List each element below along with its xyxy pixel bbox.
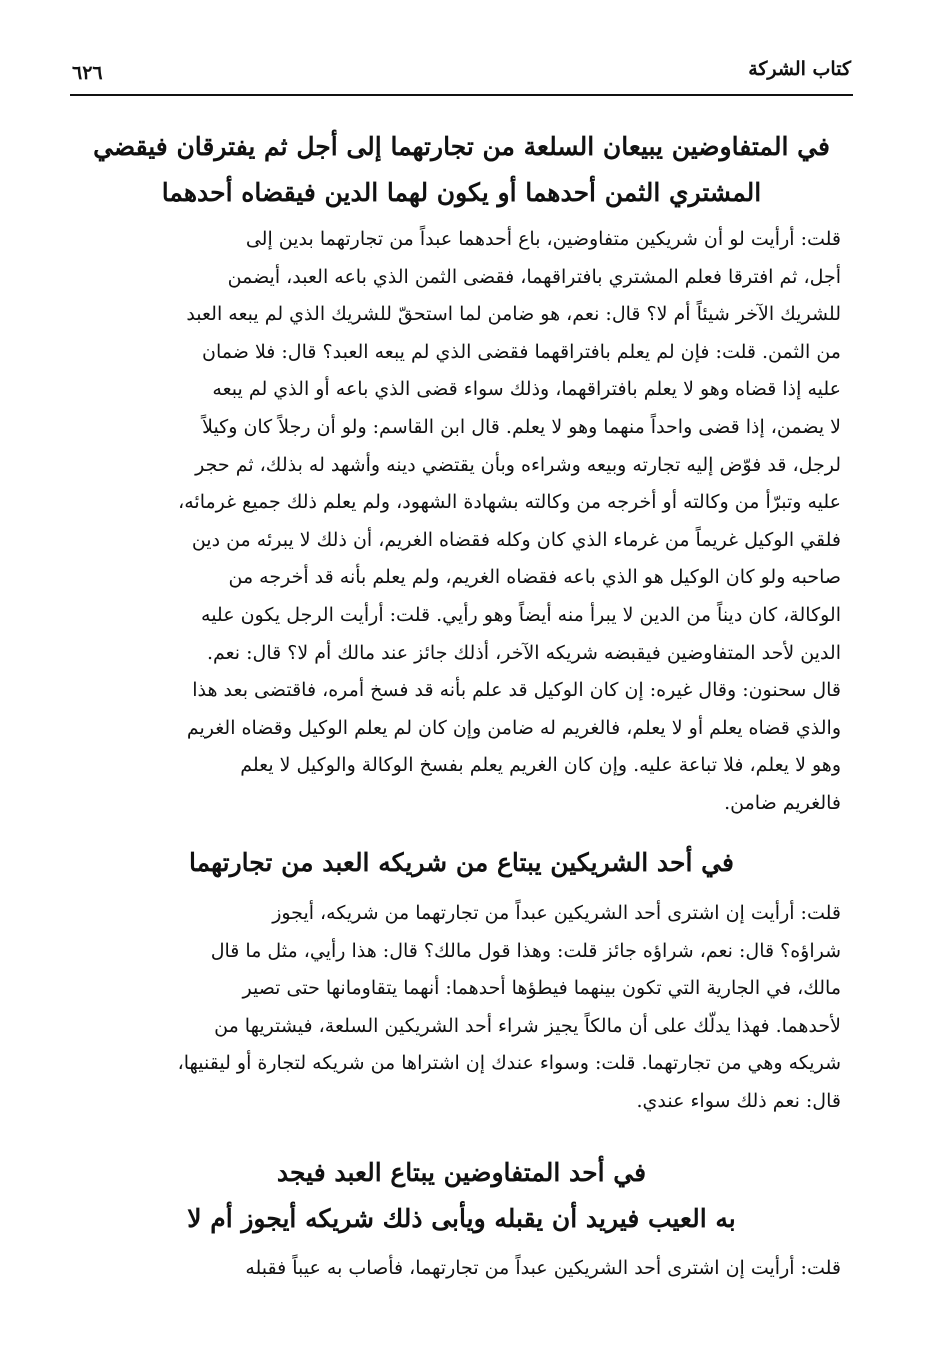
text-line: الوكالة، كان ديناً من الدين لا يبرأ منه أيضاً وهو رأيي. قلت: أرأيت الرجل يكون عليه [201, 603, 841, 626]
heading-line: في المتفاوضين يبيعان السلعة من تجارتهما إلى أجل ثم يفترقان فيقضي [93, 132, 830, 161]
text-line: قلت: أرأيت إن اشترى أحد الشريكين عبداً من تجارتهما من شريكه، أيجوز [272, 902, 841, 924]
heading-line: في أحد الشريكين يبتاع من شريكه العبد من تجارتهما [189, 848, 734, 877]
section-paragraph [72, 895, 841, 1121]
section-paragraph [72, 221, 841, 823]
text-line: شريكه وهي من تجارتهما. قلت: وسواء عندك إن اشتراها من شريكه لتجارة أو ليقنيها، [177, 1052, 841, 1075]
page-number: ٦٢٦ [72, 62, 103, 84]
text-line: قلت: أرأيت إن اشترى أحد الشريكين عبداً من تجارتهما، فأصاب به عيباً فقبله [245, 1257, 841, 1279]
book-title: كتاب الشركة [748, 58, 851, 80]
text-line: أجل، ثم افترقا فعلم المشتري بافتراقهما، فقضى الثمن الذي باعه العبد، أيضمن [227, 265, 841, 288]
text-line: شراؤه؟ قال: نعم، شراؤه جائز قلت: وهذا قول مالك؟ قال: هذا رأيي، مثل ما قال [210, 939, 841, 962]
section-heading [70, 1150, 853, 1242]
header-divider [70, 94, 853, 96]
text-line: لرجل، قد فوّض إليه تجارته وبيعه وشراءه وبأن يقتضي دينه وأشهد له بذلك، ثم حجر [195, 453, 841, 476]
text-line: لا يضمن، إذا قضى واحداً منهما وهو لا يعلم. قال ابن القاسم: ولو أن رجلاً كان وكيلاً [202, 415, 841, 438]
text-line: عليه إذا قضاه وهو لا يعلم بافتراقهما، وذلك سواء قضى الذي باعه أو الذي لم يبعه [212, 378, 841, 401]
heading-line: المشتري الثمن أحدهما أو يكون لهما الدين فيقضاه أحدهما [161, 178, 762, 207]
text-line: الدين لأحد المتفاوضين فيقبضه شريكه الآخر، أذلك جائز عند مالك أم لا؟ قال: نعم. [206, 641, 841, 664]
text-line: فلقي الوكيل غريماً من غرماء الذي كان وكله فقضاه الغريم، أن ذلك لا يبرئه من دين [191, 528, 841, 551]
text-line: صاحبه ولو كان الوكيل هو الذي باعه فقضاه الغريم، ولم يعلم بأنه قد أخرجه من [228, 566, 841, 589]
heading-line: به العيب فيريد أن يقبله ويأبى ذلك شريكه أيجوز أم لا [187, 1204, 736, 1233]
text-line: قلت: أرأيت لو أن شريكين متفاوضين، باع أحدهما عبداً من تجارتهما بدين إلى [245, 228, 841, 250]
section-heading [70, 840, 853, 886]
text-line: للشريك الآخر شيئاً أم لا؟ قال: نعم، هو ضامن لما استحقّ للشريك الذي لم يبعه العبد [186, 303, 841, 326]
text-line: قال: نعم ذلك سواء عندي. [636, 1089, 841, 1112]
section-paragraph [72, 1250, 841, 1288]
text-line: لأحدهما. فهذا يدلّك على أن مالكاً يجيز شراء أحد الشريكين السلعة، فيشتريها من [214, 1014, 841, 1037]
text-line: من الثمن. قلت: فإن لم يعلم بافتراقهما فقضى الذي لم يبعه العبد؟ قال: فلا ضمان [202, 340, 841, 363]
text-line: والذي قضاه يعلم أو لا يعلم، فالغريم له ضامن وإن كان لم يعلم الوكيل وقضاه الغريم [186, 716, 841, 739]
heading-line: في أحد المتفاوضين يبتاع العبد فيجد [276, 1158, 647, 1187]
text-line: مالك، في الجارية التي تكون بينهما فيطؤها أحدهما: أنهما يتقاومانها حتى تصير [242, 977, 841, 1000]
text-line: فالغريم ضامن. [724, 791, 841, 814]
section-heading [70, 124, 853, 216]
text-line: عليه وتبرّأ من وكالته أو أخرجه من وكالته بشهادة الشهود، ولم يعلم ذلك جميع غرمائه، [178, 491, 841, 514]
text-line: قال سحنون: وقال غيره: إن كان الوكيل قد علم بأنه قد فسخ أمره، فاقتضى بعد هذا [192, 679, 841, 702]
text-line: وهو لا يعلم، فلا تباعة عليه. وإن كان الغريم يعلم بفسخ الوكالة والوكيل لا يعلم [240, 754, 841, 777]
running-header [72, 58, 851, 88]
